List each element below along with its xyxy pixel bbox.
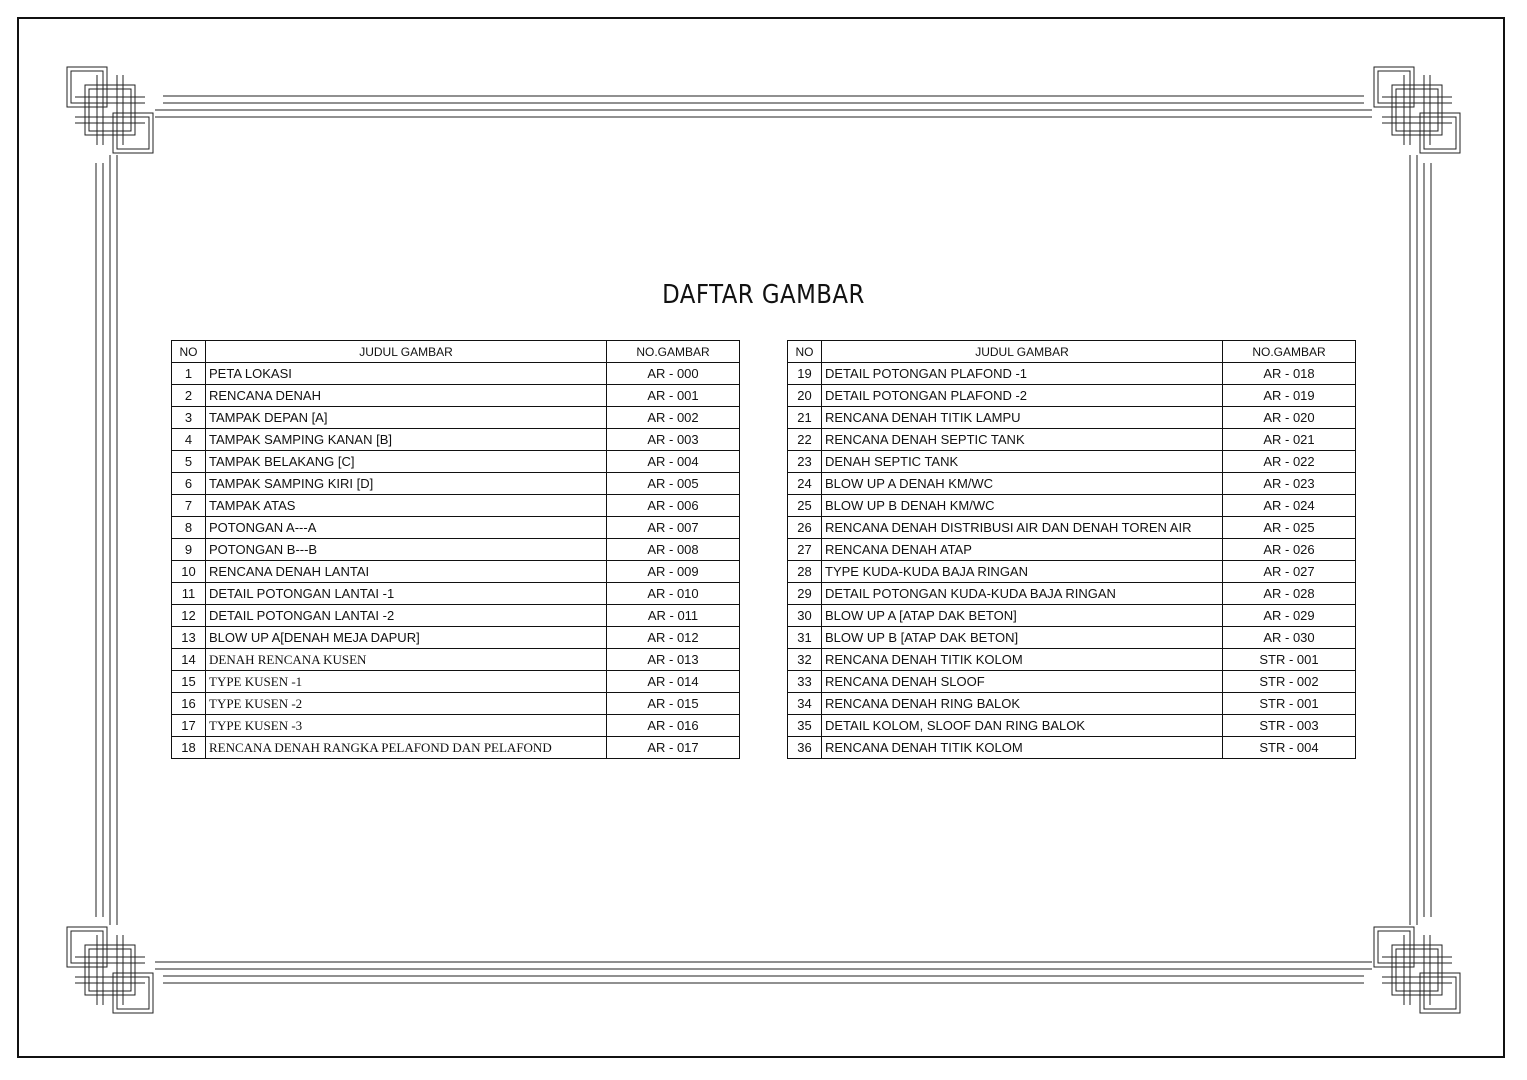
- row-code-cell: AR - 002: [607, 407, 740, 429]
- row-number-cell: 13: [172, 627, 206, 649]
- row-number-cell: 3: [172, 407, 206, 429]
- row-code-cell: STR - 003: [1223, 715, 1356, 737]
- row-number-cell: 24: [788, 473, 822, 495]
- frame-top-rails: [155, 96, 1372, 117]
- table-row: [172, 495, 740, 517]
- table-row: [788, 407, 1356, 429]
- table-row: [788, 561, 1356, 583]
- row-title-cell: RENCANA DENAH SLOOF: [822, 671, 1223, 693]
- header-no: NO: [172, 341, 206, 363]
- table-row: [788, 473, 1356, 495]
- table-row: [788, 605, 1356, 627]
- table-row: [172, 385, 740, 407]
- row-number-cell: 6: [172, 473, 206, 495]
- row-title-cell: DETAIL POTONGAN LANTAI -1: [206, 583, 607, 605]
- row-number-cell: 10: [172, 561, 206, 583]
- row-number-cell: 25: [788, 495, 822, 517]
- row-code-cell: STR - 004: [1223, 737, 1356, 759]
- row-code-cell: AR - 004: [607, 451, 740, 473]
- corner-ornament-top-left: [67, 67, 153, 153]
- table-row: [788, 583, 1356, 605]
- row-number-cell: 20: [788, 385, 822, 407]
- corner-ornament-bottom-right: [1374, 927, 1460, 1013]
- row-title-cell: RENCANA DENAH TITIK LAMPU: [822, 407, 1223, 429]
- row-code-cell: AR - 014: [607, 671, 740, 693]
- row-title-cell: TAMPAK SAMPING KIRI [D]: [206, 473, 607, 495]
- row-code-cell: AR - 001: [607, 385, 740, 407]
- table-row: [788, 649, 1356, 671]
- table-row: [172, 451, 740, 473]
- row-code-cell: AR - 024: [1223, 495, 1356, 517]
- row-number-cell: 17: [172, 715, 206, 737]
- table-header-row: [788, 341, 1356, 363]
- table-row: [788, 517, 1356, 539]
- row-code-cell: AR - 023: [1223, 473, 1356, 495]
- row-title-cell: RENCANA DENAH LANTAI: [206, 561, 607, 583]
- table-row: [788, 385, 1356, 407]
- row-code-cell: AR - 026: [1223, 539, 1356, 561]
- row-title-cell: BLOW UP A [ATAP DAK BETON]: [822, 605, 1223, 627]
- row-code-cell: AR - 020: [1223, 407, 1356, 429]
- row-title-cell: DETAIL POTONGAN KUDA-KUDA BAJA RINGAN: [822, 583, 1223, 605]
- row-title-cell: TYPE KUSEN -2: [206, 693, 607, 715]
- row-code-cell: AR - 008: [607, 539, 740, 561]
- row-number-cell: 15: [172, 671, 206, 693]
- table-row: [788, 539, 1356, 561]
- drawing-list-table-left: [171, 340, 740, 759]
- table-body-right: [788, 363, 1356, 759]
- row-number-cell: 14: [172, 649, 206, 671]
- row-title-cell: POTONGAN A---A: [206, 517, 607, 539]
- row-code-cell: AR - 010: [607, 583, 740, 605]
- corner-ornament-top-right: [1374, 67, 1460, 153]
- table-row: [172, 627, 740, 649]
- row-number-cell: 5: [172, 451, 206, 473]
- row-code-cell: AR - 027: [1223, 561, 1356, 583]
- row-title-cell: TAMPAK BELAKANG [C]: [206, 451, 607, 473]
- row-title-cell: BLOW UP B DENAH KM/WC: [822, 495, 1223, 517]
- row-title-cell: TAMPAK ATAS: [206, 495, 607, 517]
- row-title-cell: TYPE KUSEN -3: [206, 715, 607, 737]
- row-title-cell: DETAIL POTONGAN PLAFOND -2: [822, 385, 1223, 407]
- row-code-cell: AR - 019: [1223, 385, 1356, 407]
- table-row: [788, 429, 1356, 451]
- row-title-cell: PETA LOKASI: [206, 363, 607, 385]
- table-header-row: [172, 341, 740, 363]
- row-code-cell: STR - 001: [1223, 693, 1356, 715]
- header-code: NO.GAMBAR: [1223, 341, 1356, 363]
- row-code-cell: AR - 005: [607, 473, 740, 495]
- header-no: NO: [788, 341, 822, 363]
- row-title-cell: DETAIL KOLOM, SLOOF DAN RING BALOK: [822, 715, 1223, 737]
- row-title-cell: DENAH SEPTIC TANK: [822, 451, 1223, 473]
- table-row: [172, 561, 740, 583]
- row-code-cell: AR - 006: [607, 495, 740, 517]
- row-title-cell: RENCANA DENAH RANGKA PELAFOND DAN PELAFOND: [206, 737, 607, 759]
- table-row: [788, 693, 1356, 715]
- row-code-cell: AR - 030: [1223, 627, 1356, 649]
- row-title-cell: BLOW UP A[DENAH MEJA DAPUR]: [206, 627, 607, 649]
- row-number-cell: 1: [172, 363, 206, 385]
- row-title-cell: RENCANA DENAH DISTRIBUSI AIR DAN DENAH TOREN AIR: [822, 517, 1223, 539]
- table-row: [788, 737, 1356, 759]
- table-row: [172, 671, 740, 693]
- frame-bottom-rails: [155, 962, 1372, 983]
- drawing-list-table-right: [787, 340, 1356, 759]
- row-title-cell: RENCANA DENAH TITIK KOLOM: [822, 737, 1223, 759]
- row-number-cell: 32: [788, 649, 822, 671]
- row-code-cell: AR - 007: [607, 517, 740, 539]
- row-title-cell: BLOW UP B [ATAP DAK BETON]: [822, 627, 1223, 649]
- table-row: [172, 473, 740, 495]
- row-title-cell: TAMPAK DEPAN [A]: [206, 407, 607, 429]
- row-code-cell: AR - 021: [1223, 429, 1356, 451]
- row-number-cell: 7: [172, 495, 206, 517]
- table-row: [788, 715, 1356, 737]
- row-code-cell: AR - 015: [607, 693, 740, 715]
- row-number-cell: 35: [788, 715, 822, 737]
- row-number-cell: 12: [172, 605, 206, 627]
- table-row: [172, 737, 740, 759]
- row-number-cell: 2: [172, 385, 206, 407]
- row-number-cell: 27: [788, 539, 822, 561]
- row-title-cell: DETAIL POTONGAN LANTAI -2: [206, 605, 607, 627]
- header-code: NO.GAMBAR: [607, 341, 740, 363]
- row-code-cell: AR - 003: [607, 429, 740, 451]
- frame-left-rails: [96, 155, 117, 925]
- row-code-cell: AR - 011: [607, 605, 740, 627]
- row-number-cell: 18: [172, 737, 206, 759]
- row-title-cell: BLOW UP A DENAH KM/WC: [822, 473, 1223, 495]
- row-code-cell: AR - 029: [1223, 605, 1356, 627]
- row-number-cell: 33: [788, 671, 822, 693]
- frame-right-rails: [1410, 155, 1431, 925]
- row-number-cell: 28: [788, 561, 822, 583]
- row-number-cell: 19: [788, 363, 822, 385]
- table-row: [788, 627, 1356, 649]
- row-title-cell: DENAH RENCANA KUSEN: [206, 649, 607, 671]
- row-code-cell: AR - 016: [607, 715, 740, 737]
- row-number-cell: 11: [172, 583, 206, 605]
- row-number-cell: 16: [172, 693, 206, 715]
- row-number-cell: 36: [788, 737, 822, 759]
- table-row: [788, 363, 1356, 385]
- row-number-cell: 26: [788, 517, 822, 539]
- row-number-cell: 9: [172, 539, 206, 561]
- row-number-cell: 34: [788, 693, 822, 715]
- row-code-cell: AR - 022: [1223, 451, 1356, 473]
- table-row: [172, 605, 740, 627]
- row-title-cell: TYPE KUSEN -1: [206, 671, 607, 693]
- header-title: JUDUL GAMBAR: [822, 341, 1223, 363]
- row-title-cell: RENCANA DENAH: [206, 385, 607, 407]
- table-row: [172, 715, 740, 737]
- row-title-cell: TYPE KUDA-KUDA BAJA RINGAN: [822, 561, 1223, 583]
- table-row: [172, 407, 740, 429]
- row-code-cell: STR - 002: [1223, 671, 1356, 693]
- row-number-cell: 29: [788, 583, 822, 605]
- row-code-cell: AR - 000: [607, 363, 740, 385]
- row-title-cell: RENCANA DENAH TITIK KOLOM: [822, 649, 1223, 671]
- row-number-cell: 23: [788, 451, 822, 473]
- corner-ornament-bottom-left: [67, 927, 153, 1013]
- table-row: [788, 495, 1356, 517]
- row-title-cell: DETAIL POTONGAN PLAFOND -1: [822, 363, 1223, 385]
- row-code-cell: AR - 018: [1223, 363, 1356, 385]
- row-number-cell: 30: [788, 605, 822, 627]
- table-row: [172, 517, 740, 539]
- row-code-cell: AR - 012: [607, 627, 740, 649]
- row-number-cell: 4: [172, 429, 206, 451]
- row-code-cell: AR - 009: [607, 561, 740, 583]
- table-body-left: [172, 363, 740, 759]
- table-row: [788, 451, 1356, 473]
- table-row: [172, 693, 740, 715]
- row-number-cell: 31: [788, 627, 822, 649]
- row-title-cell: RENCANA DENAH SEPTIC TANK: [822, 429, 1223, 451]
- row-code-cell: AR - 017: [607, 737, 740, 759]
- table-row: [172, 363, 740, 385]
- row-code-cell: AR - 013: [607, 649, 740, 671]
- table-row: [172, 583, 740, 605]
- table-row: [172, 539, 740, 561]
- table-row: [788, 671, 1356, 693]
- row-title-cell: RENCANA DENAH ATAP: [822, 539, 1223, 561]
- header-title: JUDUL GAMBAR: [206, 341, 607, 363]
- row-code-cell: AR - 025: [1223, 517, 1356, 539]
- row-number-cell: 8: [172, 517, 206, 539]
- row-code-cell: STR - 001: [1223, 649, 1356, 671]
- row-title-cell: TAMPAK SAMPING KANAN [B]: [206, 429, 607, 451]
- row-title-cell: POTONGAN B---B: [206, 539, 607, 561]
- table-row: [172, 649, 740, 671]
- table-row: [172, 429, 740, 451]
- page-title: DAFTAR GAMBAR: [662, 280, 865, 310]
- row-code-cell: AR - 028: [1223, 583, 1356, 605]
- row-number-cell: 21: [788, 407, 822, 429]
- row-number-cell: 22: [788, 429, 822, 451]
- row-title-cell: RENCANA DENAH RING BALOK: [822, 693, 1223, 715]
